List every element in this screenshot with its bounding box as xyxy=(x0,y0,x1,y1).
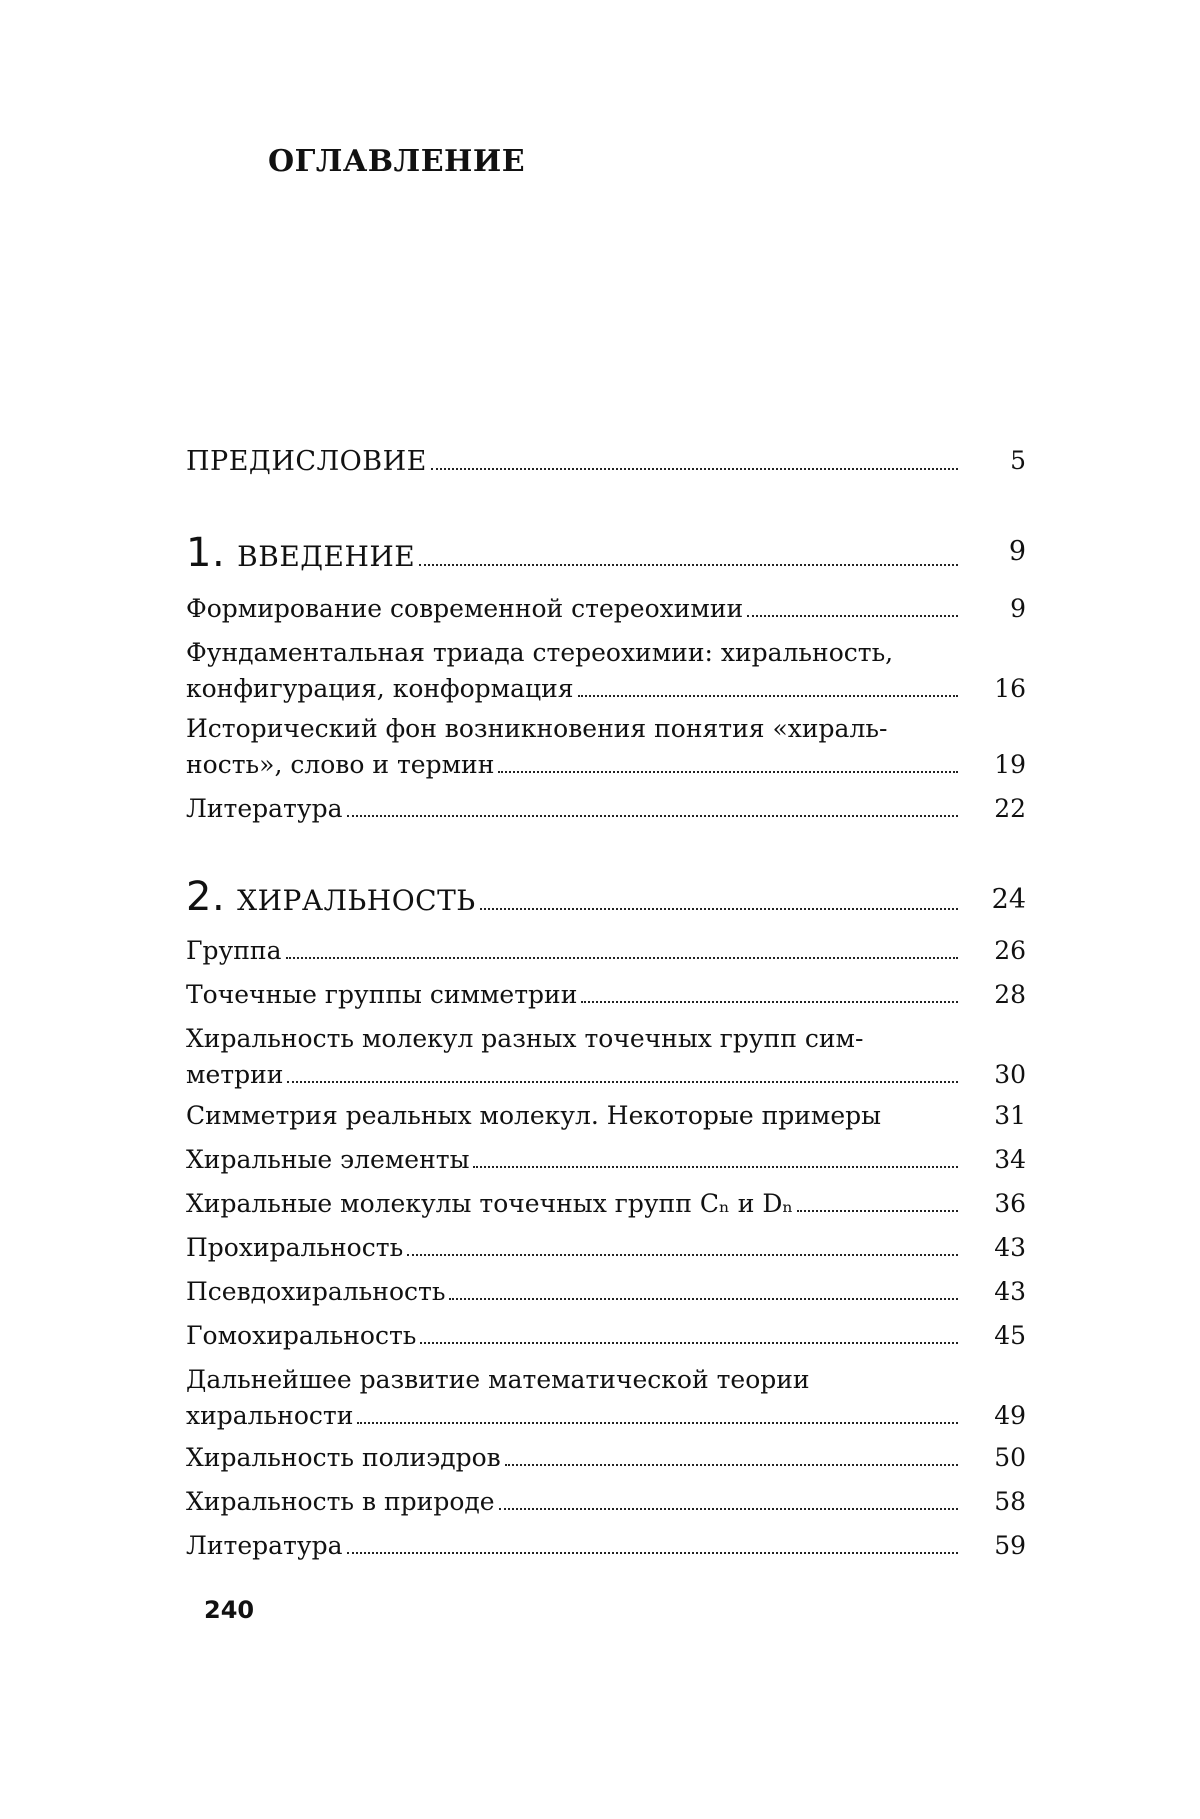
dot-leader xyxy=(480,908,958,910)
toc-entry[interactable] xyxy=(186,1233,1026,1269)
toc-entry[interactable] xyxy=(186,1101,1026,1137)
page-title: ОГЛАВЛЕНИЕ xyxy=(268,144,526,179)
toc-entry-title: Хиральные элементы xyxy=(186,1145,470,1174)
toc-page-number: 36 xyxy=(994,1189,1026,1218)
toc-page-number: 45 xyxy=(994,1321,1026,1350)
dot-leader xyxy=(286,957,959,959)
dot-leader xyxy=(407,1254,958,1256)
toc-entry[interactable] xyxy=(186,1443,1026,1479)
toc-entry[interactable] xyxy=(186,1487,1026,1523)
toc-page-number: 22 xyxy=(994,794,1026,823)
toc-entry-title: Псевдохиральность xyxy=(186,1277,446,1306)
toc-page-number: 24 xyxy=(991,884,1026,915)
dot-leader xyxy=(420,1342,958,1344)
page-folio-number: 240 xyxy=(204,1596,255,1624)
toc-entry[interactable] xyxy=(186,1531,1026,1567)
toc-entry[interactable] xyxy=(186,1277,1026,1313)
dot-leader xyxy=(419,564,958,566)
dot-leader xyxy=(473,1166,958,1168)
toc-chapter-1[interactable] xyxy=(186,530,1026,576)
toc-entry[interactable] xyxy=(186,594,1026,630)
toc-page-number: 9 xyxy=(1010,594,1026,623)
toc-entry[interactable] xyxy=(186,638,1026,703)
dot-leader xyxy=(287,1081,958,1083)
toc-entry-title-continued: ность», слово и термин xyxy=(186,750,495,779)
toc-entry-title-continued: метрии xyxy=(186,1060,284,1089)
toc-entry[interactable] xyxy=(186,794,1026,830)
toc-page-number: 5 xyxy=(1010,446,1026,475)
toc-entry[interactable] xyxy=(186,714,1026,779)
toc-page-number: 43 xyxy=(994,1233,1026,1262)
toc-entry-title: ПРЕДИСЛОВИЕ xyxy=(186,446,427,477)
dot-leader xyxy=(581,1001,958,1003)
toc-entry[interactable] xyxy=(186,1189,1026,1225)
toc-page-number: 16 xyxy=(994,674,1026,703)
toc-entry-title: Группа xyxy=(186,936,282,965)
dot-leader xyxy=(505,1464,958,1466)
chapter-number: 2. xyxy=(186,874,226,920)
dot-leader xyxy=(449,1298,958,1300)
toc-entry-title: Формирование современной стереохимии xyxy=(186,594,744,623)
toc-entry-title: Литература xyxy=(186,794,343,823)
toc-entry-title: Дальнейшее развитие математической теории xyxy=(186,1365,810,1394)
toc-entry-title: Исторический фон возникновения понятия «хираль- xyxy=(186,714,888,743)
toc-entry-title-continued: хиральности xyxy=(186,1401,354,1430)
toc-entry-title: Симметрия реальных молекул. Некоторые примеры xyxy=(186,1101,882,1130)
dot-leader xyxy=(797,1210,958,1212)
chapter-number: 1. xyxy=(186,530,226,576)
toc-page-number: 30 xyxy=(994,1060,1026,1089)
chapter-title: ХИРАЛЬНОСТЬ xyxy=(237,884,476,917)
toc-entry-title-continued: конфигурация, конформация xyxy=(186,674,574,703)
toc-entry-title: Фундаментальная триада стереохимии: хиральность, xyxy=(186,638,894,667)
toc-page-number: 50 xyxy=(994,1443,1026,1472)
toc-page-number: 34 xyxy=(994,1145,1026,1174)
toc-entry-title: Литература xyxy=(186,1531,343,1560)
dot-leader xyxy=(498,771,958,773)
toc-entry[interactable] xyxy=(186,1321,1026,1357)
dot-leader xyxy=(499,1508,958,1510)
toc-chapter-2[interactable] xyxy=(186,874,1026,920)
toc-entry-title: Хиральность в природе xyxy=(186,1487,495,1516)
toc-entry[interactable] xyxy=(186,1145,1026,1181)
toc-entry-title: Хиральные молекулы точечных групп Cₙ и Dₙ xyxy=(186,1189,794,1218)
toc-entry[interactable] xyxy=(186,936,1026,972)
dot-leader xyxy=(347,815,958,817)
toc-entry[interactable] xyxy=(186,1024,1026,1089)
toc-page-number: 19 xyxy=(994,750,1026,779)
toc-page-number: 43 xyxy=(994,1277,1026,1306)
toc-entry-title: Гомохиральность xyxy=(186,1321,417,1350)
toc-page-number: 59 xyxy=(994,1531,1026,1560)
toc-entry-title: Хиральность молекул разных точечных групп сим- xyxy=(186,1024,864,1053)
dot-leader xyxy=(431,468,958,470)
toc-entry-title: Прохиральность xyxy=(186,1233,404,1262)
toc-entry-title: Хиральность полиэдров xyxy=(186,1443,501,1472)
toc-entry[interactable] xyxy=(186,1365,1026,1430)
dot-leader xyxy=(578,695,958,697)
dot-leader xyxy=(357,1422,958,1424)
toc-entry[interactable] xyxy=(186,980,1026,1016)
dot-leader xyxy=(747,615,958,617)
toc-page-number: 49 xyxy=(994,1401,1026,1430)
toc-page-number: 28 xyxy=(994,980,1026,1009)
toc-page-number: 26 xyxy=(994,936,1026,965)
toc-page-number: 58 xyxy=(994,1487,1026,1516)
toc-page-number: 31 xyxy=(994,1101,1026,1130)
toc-page-number: 9 xyxy=(1008,536,1026,567)
chapter-title: ВВЕДЕНИЕ xyxy=(237,540,416,573)
dot-leader xyxy=(347,1552,958,1554)
toc-entry-title: Точечные группы симметрии xyxy=(186,980,578,1009)
toc-entry-preface[interactable] xyxy=(186,446,1026,482)
